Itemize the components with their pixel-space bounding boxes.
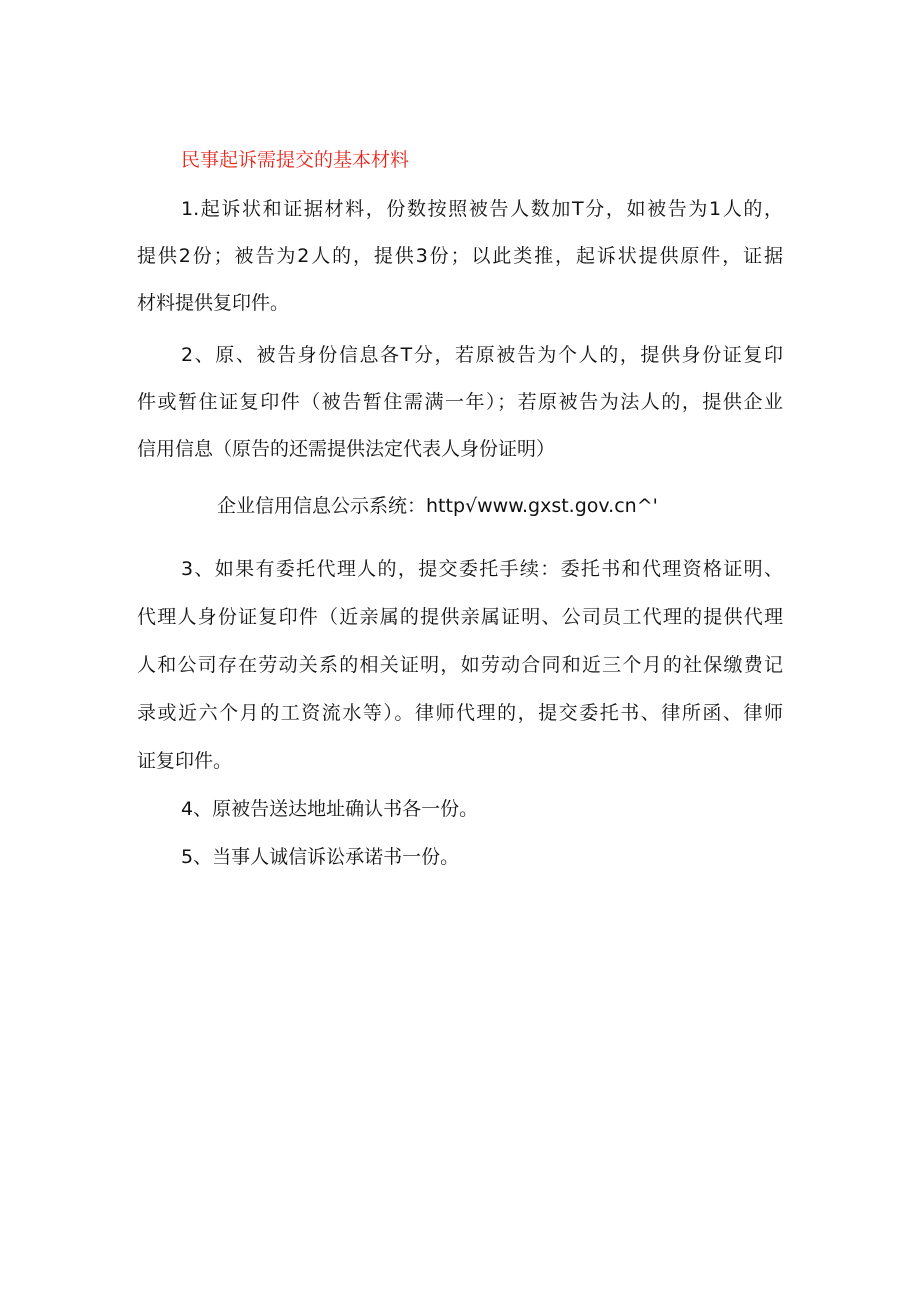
item-4-line: 4、原被告送达地址确认书各一份。 <box>181 798 479 820</box>
document-title: 民事起诉需提交的基本材料 <box>181 149 410 171</box>
item-2-line: 2、原、被告身份信息各T分，若原被告为个人的，提供身份证复印 <box>181 344 783 366</box>
item-3-line: 证复印件。 <box>137 750 233 772</box>
item-5-paragraph <box>137 833 783 881</box>
credit-system-url-line: 企业信用信息公示系统：http√www.gxst.gov.cn^' <box>217 495 658 517</box>
item-3-line: 3、如果有委托代理人的，提交委托手续：委托书和代理资格证明、 <box>181 558 783 580</box>
item-2-line: 件或暂住证复印件（被告暂住需满一年）；若原被告为法人的，提供企业 <box>137 391 783 413</box>
document-body <box>137 137 783 881</box>
item-3-line: 人和公司存在劳动关系的相关证明，如劳动合同和近三个月的社保缴费记 <box>137 654 783 676</box>
item-1-paragraph <box>137 186 783 327</box>
item-4-paragraph <box>137 785 783 833</box>
item-5-line: 5、当事人诚信诉讼承诺书一份。 <box>181 846 460 868</box>
item-1-line: 1.起诉状和证据材料，份数按照被告人数加T分，如被告为1人的， <box>181 198 783 220</box>
item-2-line: 信用信息（原告的还需提供法定代表人身份证明） <box>137 438 556 460</box>
item-3-paragraph <box>137 545 783 785</box>
item-3-line: 录或近六个月的工资流水等）。律师代理的，提交委托书、律所函、律师 <box>137 702 783 724</box>
item-2-paragraph <box>137 332 783 473</box>
item-1-line: 材料提供复印件。 <box>137 292 290 314</box>
item-1-line: 提供2份；被告为2人的，提供3份；以此类推，起诉状提供原件，证据 <box>137 245 783 267</box>
item-3-line: 代理人身份证复印件（近亲属的提供亲属证明、公司员工代理的提供代理 <box>137 606 783 628</box>
